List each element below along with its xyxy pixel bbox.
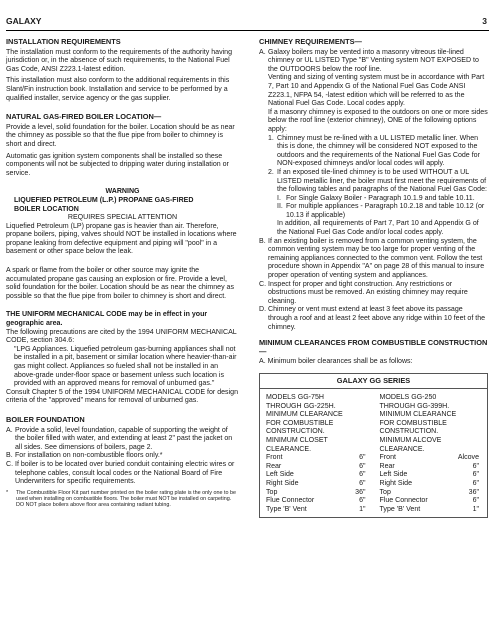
clearance-table-title: GALAXY GG SERIES	[260, 374, 487, 389]
clearance-row-front: Front 6"	[266, 454, 366, 462]
page-number: 3	[482, 16, 487, 26]
block-line: MODELS GG-250	[379, 393, 437, 401]
natural-gas-paragraph-1: Provide a level, solid foundation for the boiler. Location should be as near the chimney as possible so that the flue pipe from boiler to chimney is short and direct.	[6, 123, 235, 148]
clearance-row-flue-connector: Flue Connector 6"	[379, 497, 479, 505]
combustible-floor-footnote: * The Combustible Floor Kit part number printed on the boiler rating plate is the only one to be used when installing on combustible floors. The boiler must NOT be installed on carpeting. DO NOT place boilers above floor area containing radiant tubing.	[6, 489, 236, 509]
clearance-row-flue-connector: Flue Connector 6"	[266, 497, 366, 505]
clearance-row-right-side: Right Side 6"	[379, 479, 479, 487]
warning-heading-line-1: LIQUEFIED PETROLEUM (L.P.) PROPANE GAS-FIRED	[14, 196, 194, 204]
warning-title: WARNING	[105, 188, 140, 196]
chimney-heading: CHIMNEY REQUIREMENTS—	[259, 37, 362, 46]
block-line: MINIMUM CLEARANCE	[379, 411, 457, 419]
block-line: CONSTRUCTION.	[379, 428, 439, 436]
clearance-row-type-b-vent: Type 'B' Vent 1"	[379, 505, 479, 513]
foundation-item-b: B. For installation on non-combustible floors only.*	[6, 452, 163, 460]
right-column	[259, 38, 488, 518]
umc-notice: THE UNIFORM MECHANICAL CODE may be in effect in your geographic area.	[6, 311, 208, 328]
foundation-item-c: C. If boiler is to be located over buried conduit containing electric wires or telephone cables, consult local codes or the National Board of Fire Underwriters for specific requirements.	[6, 460, 235, 486]
clearance-left-block	[260, 389, 374, 517]
foundation-item-a: A. Provide a solid, level foundation, capable of supporting the weight of the boiler filled with water, and extending at least 2" past the jacket on all sides. See dimensions of boilers, page 2.	[6, 426, 233, 451]
clearances-heading: MINIMUM CLEARANCES FROM COMBUSTIBLE CONSTRUCTION —	[259, 338, 488, 356]
clearance-row-front: Front Alcove	[379, 454, 479, 462]
clearance-row-top: Top 36"	[266, 488, 366, 496]
clearance-right-block	[374, 389, 488, 517]
warning-paragraph-1: Liquefied Petroleum (LP) propane gas is heavier than air. Therefore, propane boilers, piping, valves should NOT be installed in locations where propane leaking from defective equipment and piping will "pool" in a basement or other space below the leak.	[6, 222, 237, 256]
chimney-item-d: D. Chimney or vent must extend at least 3 feet above its passage through a roof and at least 2 feet above any ridge within 10 feet of the chimney.	[259, 306, 486, 331]
chimney-a-paragraph-1: Galaxy boilers may be vented into a masonry vitreous tile-lined chimney or UL LISTED Type "B" Venting system NOT EXPOSED to the OUTDOORS below the roof line.	[268, 48, 479, 73]
block-line: CLEARANCE.	[266, 445, 312, 453]
installation-paragraph-1: The installation must conform to the requirements of the authority having jurisdiction or, in the absence of such requirements, to the National Fuel Gas Code, ANSI Z223.1-latest edition.	[6, 48, 233, 73]
block-line: MINIMUM ALCOVE	[379, 436, 442, 444]
block-line: THROUGH GG-399H.	[379, 402, 450, 410]
chimney-item-b: B. If an existing boiler is removed from a common venting system, the common venting system may be too large for proper venting of the remaining appliances connected to the common vent. Follow the test procedure shown in Appendix "A" on page 28 of this manual to insure proper operation of venting system and appliances.	[259, 237, 485, 280]
natural-gas-paragraph-2: Automatic gas ignition system components shall be installed so these components will not be subjected to dripping water during installation or service.	[6, 152, 229, 177]
umc-quote: "LPG Appliances. Liquefied petroleum gas-burning appliances shall not be installed in a pit, basement or similar location where heavier-than-air gas might collect. Appliances so fueled shall not be installed in an above-grade under-floor space or basement unless such location is provided with an approved means for removal of unburned gas."	[14, 345, 237, 388]
clearance-row-top: Top 36"	[379, 488, 479, 496]
block-line: MINIMUM CLEARANCE	[266, 411, 343, 419]
left-column	[6, 38, 239, 509]
warning-subheading: REQUIRES SPECIAL ATTENTION	[67, 214, 178, 222]
chimney-item-a: A. Galaxy boilers may be vented into a masonry vitreous tile-lined chimney or UL LISTED Type "B" Venting system NOT EXPOSED to the OUTDOORS below the roof line. Venting and sizing of venting system must be in accordance with Part 7, Part 10 and Appendix G of the National Fuel Gas Code ANSI Z223.1, NFPA 54, -latest edition which will be referred to as the National Fuel Gas Code. Local codes apply. If a masonry chimney is exposed to the outdoors on one or more sides below the roof line (exterior chimney), ONE of the following options apply: 1. Chimney must be re-lined with a UL LISTED metallic liner. When this is done, the chimney will be considered NOT exposed to the outdoors and the requirements of the National Fuel Gas Code for NON-exposed chimneys and/or local codes will apply. 2. If an exposed tile-lined chimney is to be used WITHOUT a UL LISTED metallic liner, the boiler must first meet the requirements of the following tables and paragraphs of the National Fuel Gas Code: I. For Single Galaxy Boiler - Paragraph 10.1.9 and table 10.11. II. For multiple appliances - Paragraph 10.2.18 and table 10.12 (or 10.13 if applicable) In addition, all requirements of Part 7, Part 10 and Appendix G of the National Fuel Gas Code and/or local codes apply.	[259, 48, 488, 237]
installation-paragraph-2: This installation must also conform to the additional requirements in this Slant/Fin instruction book. Installation and service to be performed by a qualified installer, service agency or the gas supplier.	[6, 77, 230, 102]
clearance-row-type-b-vent: Type 'B' Vent 1"	[266, 505, 366, 513]
chimney-a-paragraph-3: If a masonry chimney is exposed to the outdoors on one or more sides below the roof line (exterior chimney), ONE of the following options apply:	[268, 108, 488, 133]
clearance-table	[259, 373, 488, 518]
block-line: CLEARANCE.	[379, 445, 425, 453]
block-line: MODELS GG-75H	[266, 393, 324, 401]
warning-heading-line-2: BOILER LOCATION	[14, 205, 79, 213]
clearance-row-rear: Rear 6"	[379, 462, 479, 470]
block-line: FOR COMBUSTIBLE	[266, 419, 334, 427]
clearance-row-right-side: Right Side 6"	[266, 479, 366, 487]
umc-citation: The following precautions are cited by the 1994 UNIFORM MECHANICAL CODE, section 304.6:	[6, 328, 237, 345]
chimney-sub-item-i: I. For Single Galaxy Boiler - Paragraph 10.1.9 and table 10.11.	[277, 194, 475, 202]
chimney-sub-item-ii: II. For multiple appliances - Paragraph 10.2.18 and table 10.12 (or 10.13 if applicable)	[277, 203, 485, 219]
clearance-row-rear: Rear 6"	[266, 462, 366, 470]
lp-warning-block	[6, 188, 239, 406]
block-line: MINIMUM CLOSET	[266, 436, 328, 444]
natural-gas-heading: NATURAL GAS-FIRED BOILER LOCATION—	[6, 112, 162, 122]
block-line: CONSTRUCTION.	[266, 428, 325, 436]
chimney-item-c: C. Inspect for proper and tight construction. Any restrictions or obstructions must be removed. An existing chimney may require cleaning.	[259, 280, 468, 305]
chimney-option-2-tail: In addition, all requirements of Part 7, Part 10 and Appendix G of the National Fuel Gas Code and/or local codes apply.	[277, 220, 479, 237]
umc-consult: Consult Chapter 5 of the 1994 UNIFORM MECHANICAL CODE for design criteria of the "approved" means for removal of unburned gas.	[6, 388, 238, 405]
page-header	[6, 16, 489, 31]
chimney-a-paragraph-2: Venting and sizing of venting system must be in accordance with Part 7, Part 10 and Appendix G of the National Fuel Gas Code ANSI Z223.1, NFPA 54, -latest edition which will be referred to as the National Fuel Gas Code. Local codes apply.	[268, 74, 485, 108]
clearances-intro: A. Minimum boiler clearances shall be as follows:	[259, 358, 413, 366]
warning-paragraph-2: A spark or flame from the boiler or other source may ignite the accumulated propane gas causing an explosion or fire. Provide a level, solid foundation for the boiler. Location should be as near the chimney as possible so that the flue pipe from boiler to chimney is short and direct.	[6, 267, 234, 300]
block-line: THROUGH GG-225H.	[266, 402, 336, 410]
chimney-option-2: 2. If an exposed tile-lined chimney is to be used WITHOUT a UL LISTED metallic liner, the boiler must first meet the requirements of the following tables and paragraphs of the National Fuel Gas Code: I. For Single Galaxy Boiler - Paragraph 10.1.9 and table 10.11. II. For multiple appliances - Paragraph 10.2.18 and table 10.12 (or 10.13 if applicable) In addition, all requirements of Part 7, Part 10 and Appendix G of the National Fuel Gas Code and/or local codes apply.	[268, 168, 487, 237]
clearance-row-left-side: Left Side 6"	[379, 471, 479, 479]
foundation-heading: BOILER FOUNDATION	[6, 414, 85, 424]
chimney-option-1: 1. Chimney must be re-lined with a UL LISTED metallic liner. When this is done, the chimney will be considered NOT exposed to the outdoors and the requirements of the National Fuel Gas Code for NON-exposed chimneys and/or local codes will apply.	[268, 134, 480, 168]
installation-heading: INSTALLATION REQUIREMENTS	[6, 37, 121, 46]
block-line: FOR COMBUSTIBLE	[379, 419, 447, 427]
clearance-row-left-side: Left Side 6"	[266, 471, 366, 479]
document-title: GALAXY	[6, 16, 42, 26]
